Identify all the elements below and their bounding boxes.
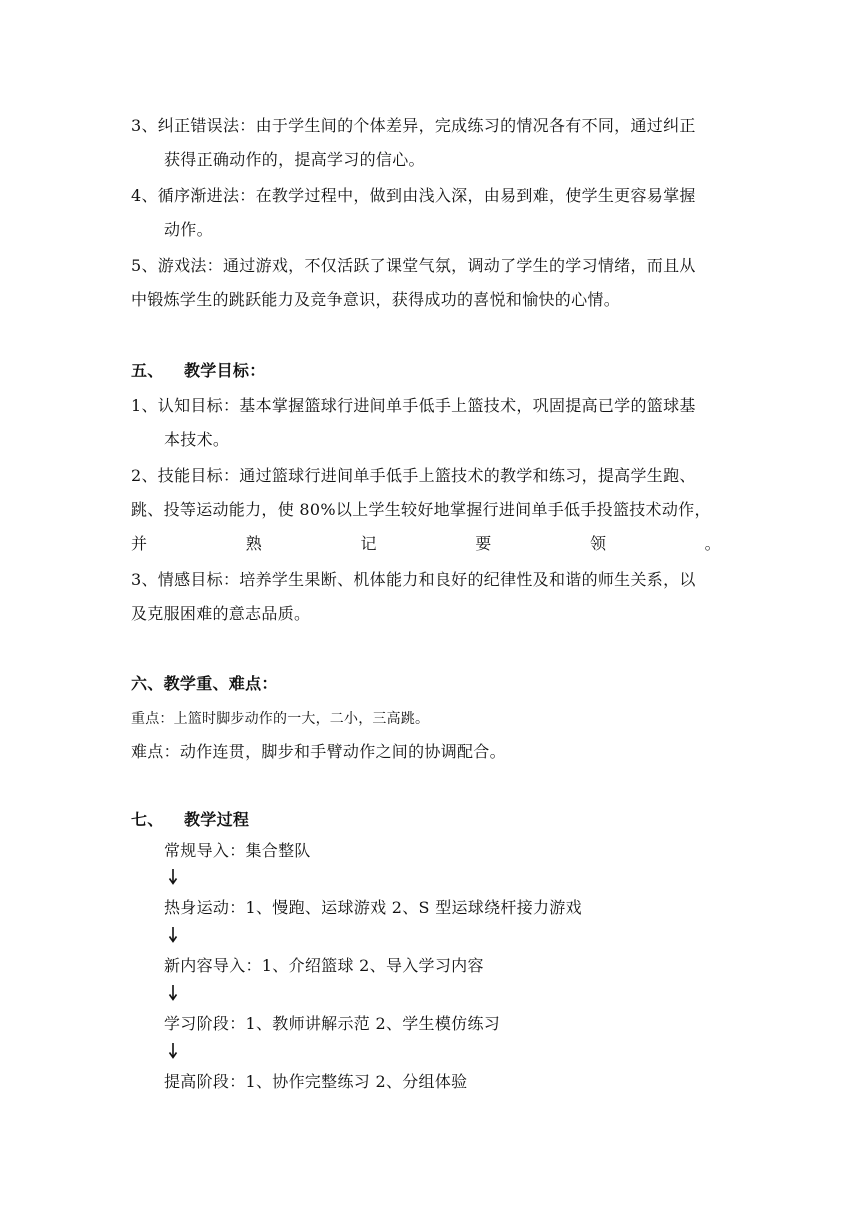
goal-1-line-1: 1、认知目标：基本掌握篮球行进间单手低手上篮技术，巩固提高已学的篮球基 <box>131 396 696 415</box>
section-7-number: 七、 <box>131 810 164 829</box>
goal-2-char: 熟 <box>245 534 263 553</box>
section-5-number: 五、 <box>131 361 164 380</box>
process-step-3: 新内容导入：1、介绍篮球 2、导入学习内容 <box>164 956 484 975</box>
goal-2-line-3 <box>131 533 721 555</box>
method-4-line-2: 动作。 <box>164 220 213 239</box>
goal-3-line-1: 3、情感目标：培养学生果断、机体能力和良好的纪律性及和谐的师生关系，以 <box>131 570 696 589</box>
method-3-line-1: 3、纠正错误法：由于学生间的个体差异，完成练习的情况各有不同，通过纠正 <box>131 116 696 135</box>
goal-2-char: 记 <box>360 534 377 553</box>
goal-2-line-1: 2、技能目标：通过篮球行进间单手低手上篮技术的教学和练习，提高学生跑、 <box>131 466 696 485</box>
goal-2-char: 并 <box>131 534 148 553</box>
process-step-4: 学习阶段：1、教师讲解示范 2、学生模仿练习 <box>164 1014 501 1033</box>
section-6-title: 六、教学重、难点： <box>131 674 278 693</box>
method-5-line-2: 中锻炼学生的跳跃能力及竞争意识，获得成功的喜悦和愉快的心情。 <box>131 290 621 309</box>
difficulty: 难点：动作连贯，脚步和手臂动作之间的协调配合。 <box>131 742 506 761</box>
goal-2-char: 要 <box>475 534 492 553</box>
goal-2-line-2: 跳、投等运动能力，使 80%以上学生较好地掌握行进间单手低手投篮技术动作， <box>131 500 711 519</box>
goal-3-line-2: 及克服困难的意志品质。 <box>131 604 311 623</box>
method-3-line-2: 获得正确动作的，提高学习的信心。 <box>164 150 425 169</box>
down-arrow-icon <box>168 985 178 1001</box>
key-point: 重点：上篮时脚步动作的一大，二小，三高跳。 <box>131 711 430 727</box>
goal-1-line-2: 本技术。 <box>164 430 230 449</box>
process-step-5: 提高阶段：1、协作完整练习 2、分组体验 <box>164 1072 468 1091</box>
section-7-title: 教学过程 <box>184 810 250 829</box>
goal-2-char: 。 <box>704 534 721 553</box>
method-5-line-1: 5、游戏法：通过游戏，不仅活跃了课堂气氛，调动了学生的学习情绪，而且从 <box>131 256 696 275</box>
section-5-title: 教学目标： <box>184 361 266 380</box>
down-arrow-icon <box>168 1043 178 1059</box>
process-step-2: 热身运动：1、慢跑、运球游戏 2、S 型运球绕杆接力游戏 <box>164 898 582 917</box>
process-step-1: 常规导入：集合整队 <box>164 841 311 860</box>
goal-2-char: 领 <box>589 534 607 553</box>
down-arrow-icon <box>168 927 178 943</box>
method-4-line-1: 4、循序渐进法：在教学过程中，做到由浅入深，由易到难，使学生更容易掌握 <box>131 186 696 205</box>
down-arrow-icon <box>168 869 178 885</box>
